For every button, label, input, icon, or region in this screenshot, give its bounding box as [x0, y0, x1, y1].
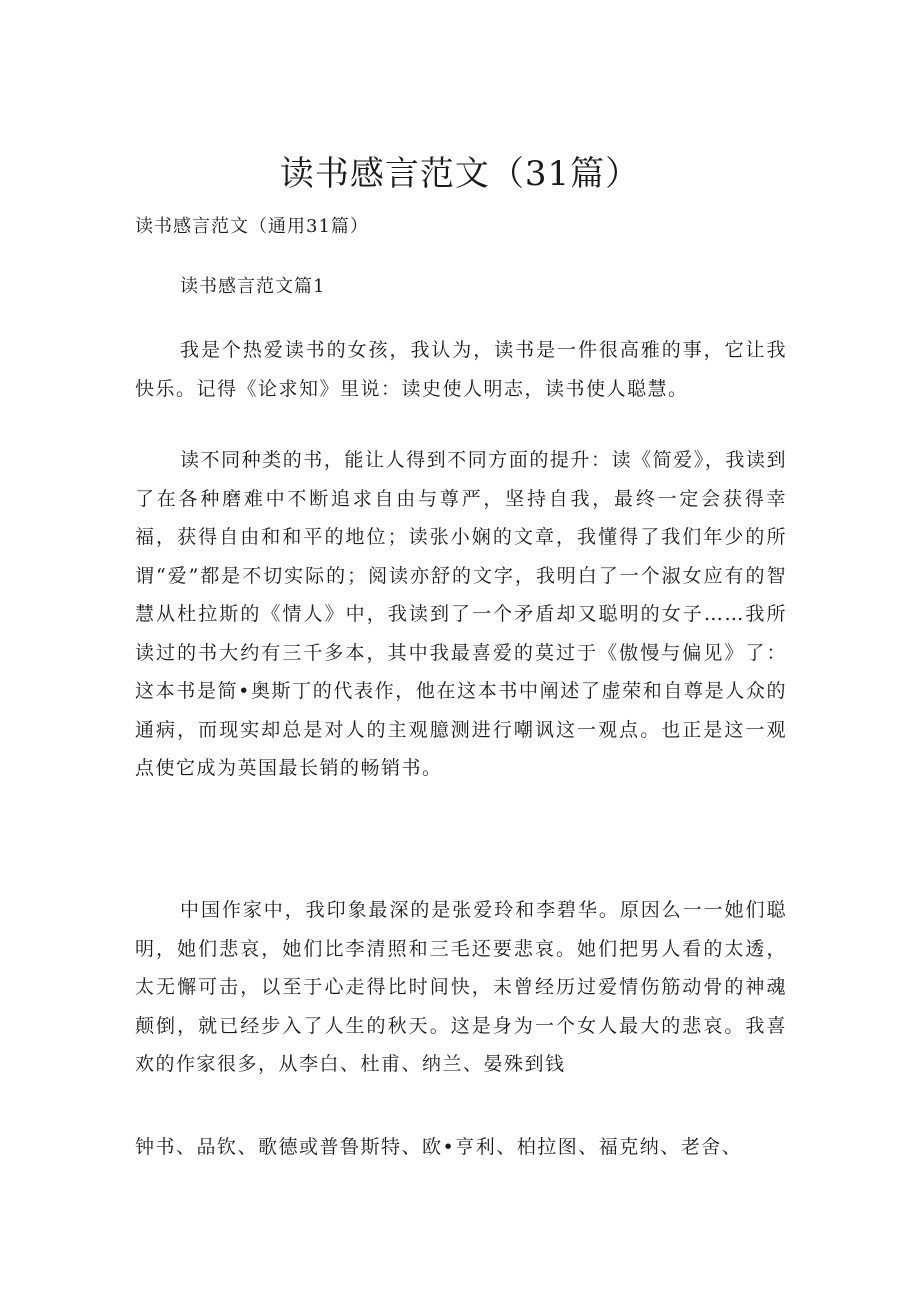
document-title: 读书感言范文（31篇） [279, 154, 641, 194]
paragraph-2: 读不同种类的书，能让人得到不同方面的提升：读《简爱》，我读到了在各种磨难中不断追求自由与尊严，坚持自我，最终一定会获得幸福，获得自由和和平的地位；读张小娴的文章，我懂得了我们年少的所谓“爱”都是不切实际的；阅读亦舒的文字，我明白了一个淑女应有的智慧从杜拉斯的《情人》中，我读到了一个矛盾却又聪明的女子……我所读过的书大约有三千多本，其中我最喜爱的莫过于《傲慢与偏见》了：这本书是简•奥斯丁的代表作，他在这本书中阐述了虚荣和自尊是人众的通病，而现实却总是对人的主观臆测进行嘲讽这一观点。也正是这一观点使它成为英国最长销的畅销书。 [135, 449, 787, 779]
section-heading: 读书感言范文篇1 [180, 276, 326, 297]
document-subtitle: 读书感言范文（通用31篇） [135, 216, 369, 237]
paragraph-3: 中国作家中，我印象最深的是张爱玲和李碧华。原因么一一她们聪明，她们悲哀，她们比李清照和三毛还要悲哀。她们把男人看的太透，太无懈可击，以至于心走得比时间快，未曾经历过爱情伤筋动骨的神魂颠倒，就已经步入了人生的秋天。这是身为一个女人最大的悲哀。我喜欢的作家很多，从李白、杜甫、纳兰、晏殊到钱 [135, 899, 787, 1075]
trailing-line: 钟书、品钦、歌德或普鲁斯特、欧•亨利、柏拉图、福克纳、老舍、 [135, 1136, 743, 1158]
paragraph-1: 我是个热爱读书的女孩，我认为，读书是一件很高雅的事，它让我快乐。记得《论求知》里说：读史使人明志，读书使人聪慧。 [135, 339, 787, 400]
